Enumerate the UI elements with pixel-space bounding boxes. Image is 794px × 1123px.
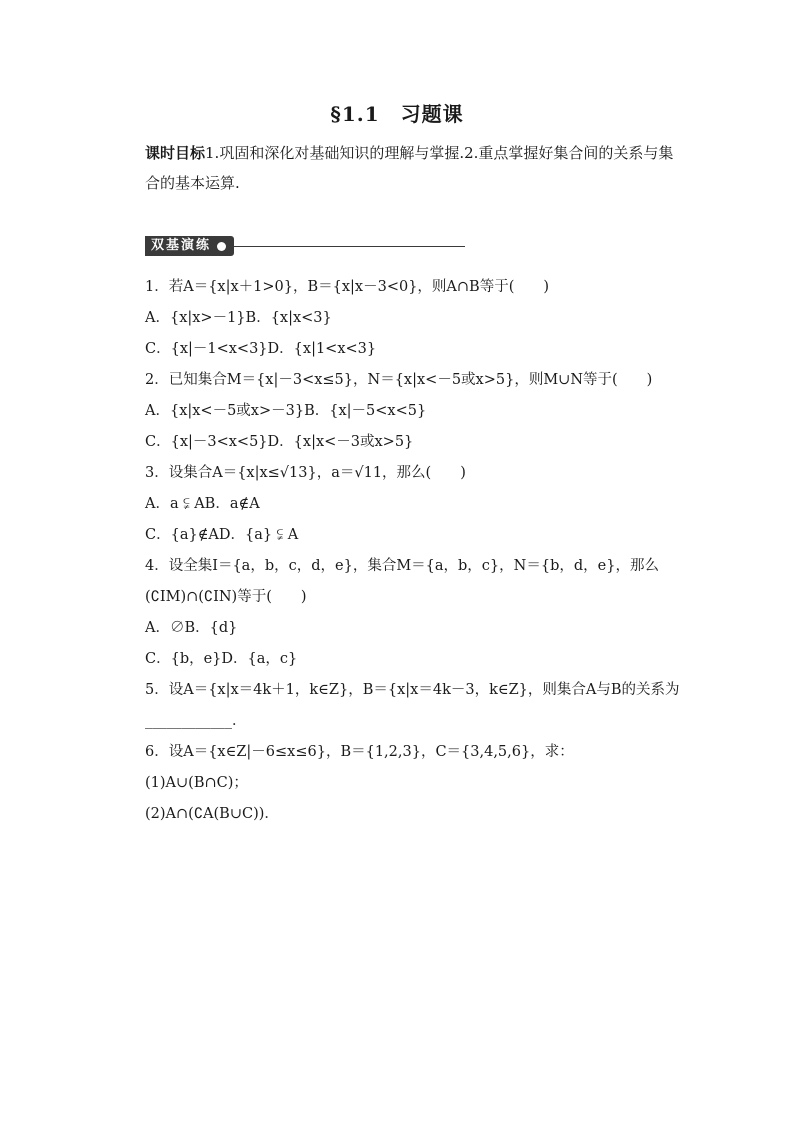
section-header <box>145 236 465 256</box>
q6-stem: 6．设A＝{x∈Z|－6≤x≤6}，B＝{1,2,3}，C＝{3,4,5,6}，求： <box>145 744 574 760</box>
section-label: 双基演练 <box>151 238 212 253</box>
page-title: §1.1 习题课 <box>330 102 464 126</box>
goal-text: 1.巩固和深化对基础知识的理解与掌握.2.重点掌握好集合间的关系与集合的基本运算. <box>145 144 674 192</box>
q2-stem: 2．已知集合M＝{x|－3<x≤5}，N＝{x|x<－5或x>5}，则M∪N等于( ) <box>145 372 653 388</box>
q4-options-cd: C．{b，e}D．{a，c} <box>145 651 298 667</box>
q3-stem: 3．设集合A＝{x|x≤√13}，a＝√11，那么( ) <box>145 465 466 481</box>
q6-part2: (2)A∩(∁A(B∪C))． <box>145 806 279 822</box>
q1-options-ab: A．{x|x>－1}B．{x|x<3} <box>145 310 332 326</box>
q2-options-ab: A．{x|x<－5或x>－3}B．{x|－5<x<5} <box>145 403 427 419</box>
section-tab <box>145 236 234 256</box>
q1-stem: 1．若A＝{x|x＋1>0}，B＝{x|x－3<0}，则A∩B等于( ) <box>145 279 550 295</box>
q4-options-ab: A．∅B．{d} <box>145 620 238 636</box>
q3-options-ab: A．a ⫋ AB．a∉A <box>145 496 260 512</box>
goal-label: 课时目标 <box>145 144 206 162</box>
section-dot-icon <box>217 242 226 251</box>
section-divider <box>234 246 465 247</box>
q2-options-cd: C．{x|－3<x<5}D．{x|x<－3或x>5} <box>145 434 414 450</box>
q5-stem: 5．设A＝{x|x＝4k＋1，k∈Z}，B＝{x|x＝4k－3，k∈Z}，则集合A与B的关系为____________． <box>145 682 680 729</box>
q4-stem: 4．设全集I＝{a，b，c，d，e}，集合M＝{a，b，c}，N＝{b，d，e}，那么(∁IM)∩(∁IN)等于( ) <box>145 558 659 605</box>
question-list <box>145 272 685 830</box>
q6-part1: (1)A∪(B∩C)； <box>145 775 248 791</box>
q3-options-cd: C．{a}∉AD．{a} ⫋ A <box>145 527 299 543</box>
lesson-goal <box>145 138 675 198</box>
q1-options-cd: C．{x|－1<x<3}D．{x|1<x<3} <box>145 341 377 357</box>
